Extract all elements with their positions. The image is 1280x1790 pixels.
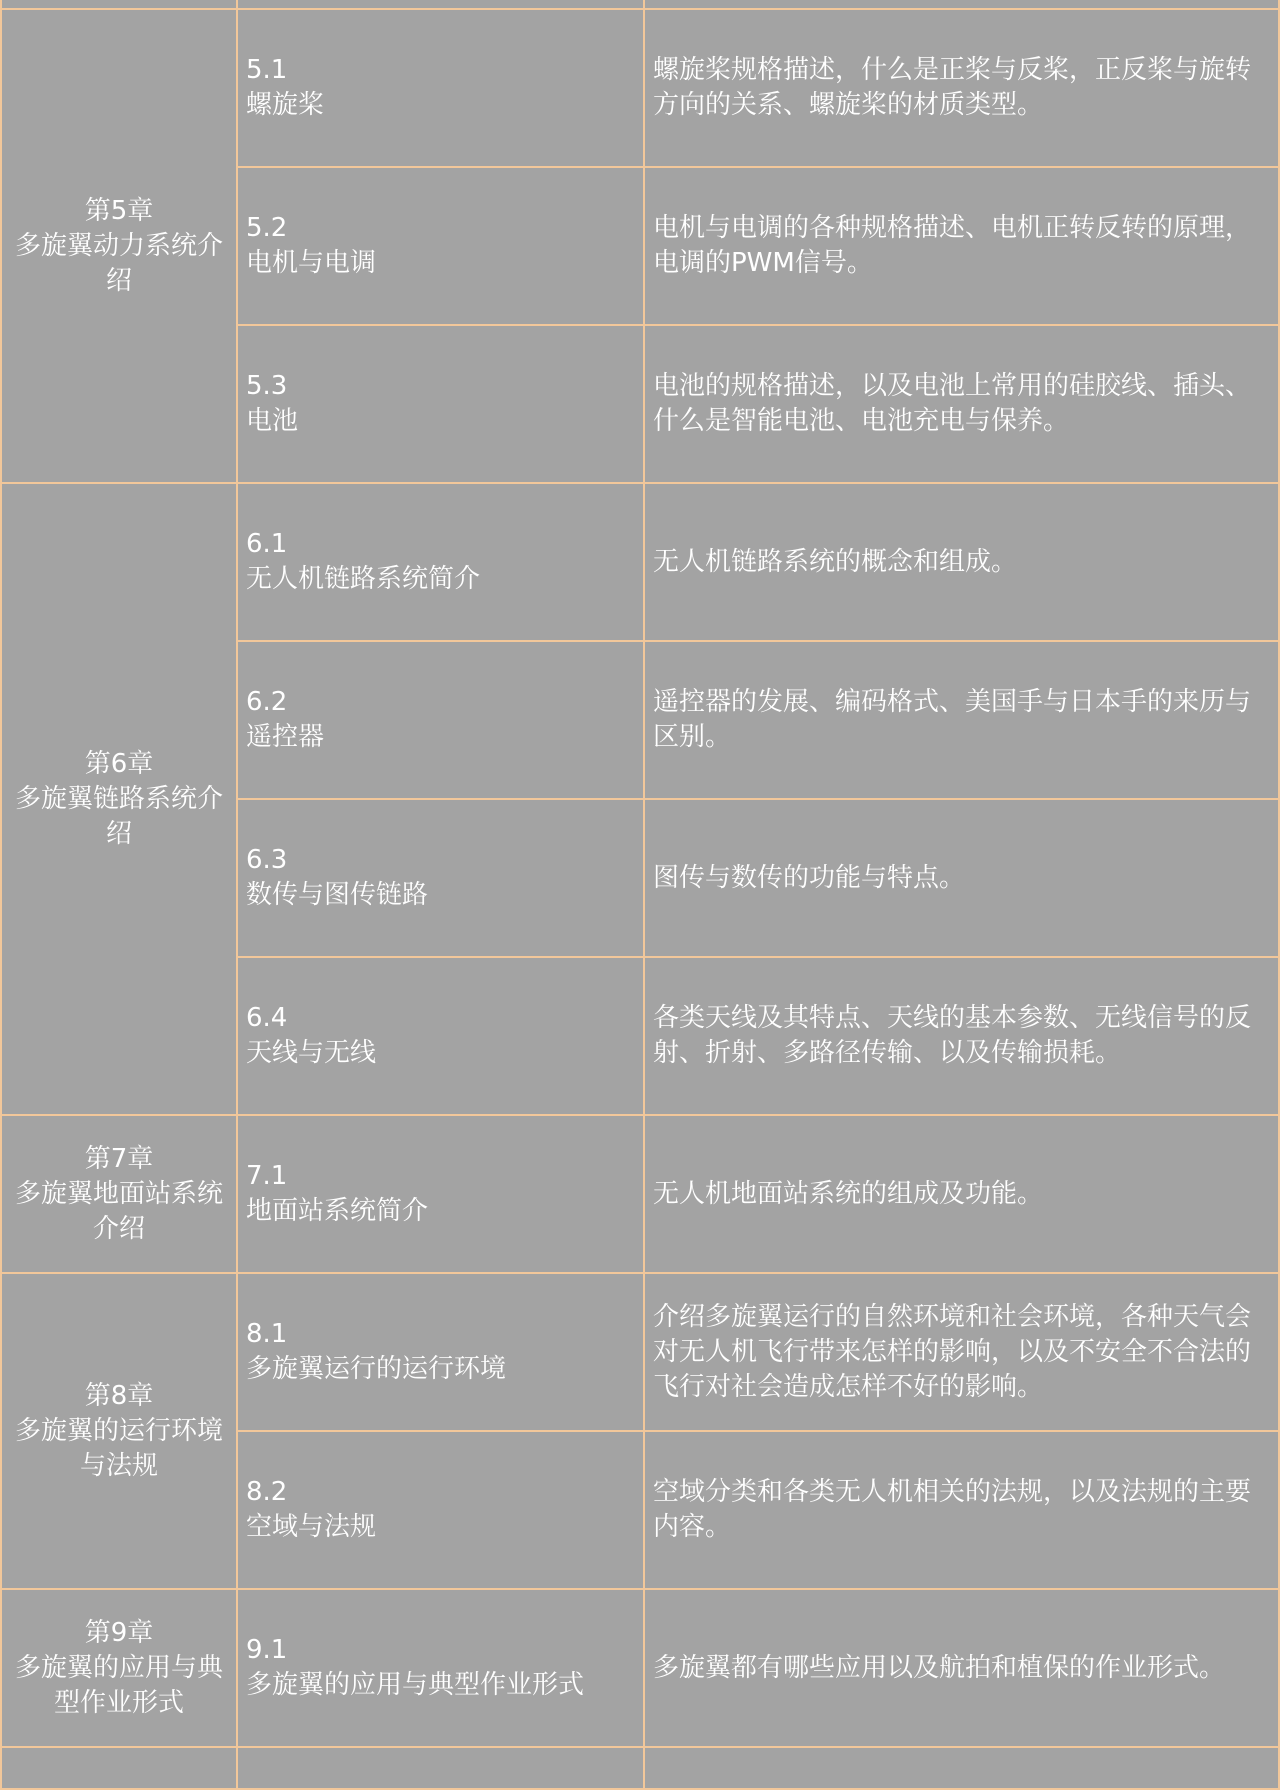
section-title: 多旋翼运行的运行环境	[246, 1354, 507, 1384]
table-row-partial-top	[1, 0, 1279, 9]
table-row-partial-bottom	[1, 1747, 1279, 1789]
chapter-cell	[1, 9, 237, 483]
section-number: 8.2	[246, 1477, 288, 1507]
section-number: 9.1	[246, 1635, 288, 1665]
section-number: 6.1	[246, 529, 288, 559]
section-number: 5.1	[246, 55, 288, 85]
chapter-title: 多旋翼的应用与典型作业形式	[14, 1652, 223, 1718]
section-number: 6.2	[246, 687, 288, 717]
section-cell	[237, 483, 644, 641]
section-description: 无人机链路系统的概念和组成。	[644, 483, 1279, 641]
section-title: 遥控器	[246, 722, 325, 752]
section-number: 6.3	[246, 845, 288, 875]
section-cell	[237, 1589, 644, 1747]
section-title: 多旋翼的应用与典型作业形式	[246, 1670, 585, 1700]
chapter-title: 多旋翼地面站系统介绍	[14, 1178, 223, 1244]
section-number: 5.3	[246, 371, 288, 401]
table-row	[1, 1589, 1279, 1747]
section-title: 数传与图传链路	[246, 880, 429, 910]
section-title: 螺旋桨	[246, 90, 325, 120]
section-number: 5.2	[246, 213, 288, 243]
section-cell	[237, 1431, 644, 1589]
section-title: 无人机链路系统简介	[246, 564, 481, 594]
cell-empty	[237, 0, 644, 9]
cell-empty	[1, 1747, 237, 1789]
section-number: 8.1	[246, 1319, 288, 1349]
chapter-number: 第6章	[84, 748, 154, 779]
section-title: 空域与法规	[246, 1512, 377, 1542]
cell-empty	[644, 1747, 1279, 1789]
section-title: 地面站系统简介	[246, 1196, 429, 1226]
chapter-number: 第7章	[84, 1143, 154, 1174]
section-description: 空域分类和各类无人机相关的法规，以及法规的主要内容。	[644, 1431, 1279, 1589]
chapter-cell	[1, 1589, 237, 1747]
chapter-title: 多旋翼链路系统介绍	[14, 783, 223, 849]
section-description: 遥控器的发展、编码格式、美国手与日本手的来历与区别。	[644, 641, 1279, 799]
section-number: 7.1	[246, 1161, 288, 1191]
cell-empty	[1, 0, 237, 9]
section-description: 电池的规格描述，以及电池上常用的硅胶线、插头、什么是智能电池、电池充电与保养。	[644, 325, 1279, 483]
section-cell	[237, 1115, 644, 1273]
table-row	[1, 1115, 1279, 1273]
section-description: 各类天线及其特点、天线的基本参数、无线信号的反射、折射、多路径传输、以及传输损耗。	[644, 957, 1279, 1115]
table-row	[1, 9, 1279, 167]
section-title: 电机与电调	[246, 248, 377, 278]
chapter-number: 第8章	[84, 1380, 154, 1411]
chapter-number: 第5章	[84, 195, 154, 226]
section-cell	[237, 799, 644, 957]
chapter-cell	[1, 1273, 237, 1589]
table-row	[1, 483, 1279, 641]
cell-empty	[644, 0, 1279, 9]
section-cell	[237, 167, 644, 325]
chapter-title: 多旋翼动力系统介绍	[14, 230, 223, 296]
cell-empty	[237, 1747, 644, 1789]
section-number: 6.4	[246, 1003, 288, 1033]
section-description: 多旋翼都有哪些应用以及航拍和植保的作业形式。	[644, 1589, 1279, 1747]
section-description: 螺旋桨规格描述，什么是正桨与反桨，正反桨与旋转方向的关系、螺旋桨的材质类型。	[644, 9, 1279, 167]
section-cell	[237, 325, 644, 483]
section-description: 无人机地面站系统的组成及功能。	[644, 1115, 1279, 1273]
table-row	[1, 1273, 1279, 1431]
section-cell	[237, 1273, 644, 1431]
section-cell	[237, 9, 644, 167]
chapter-title: 多旋翼的运行环境与法规	[14, 1415, 223, 1481]
section-cell	[237, 957, 644, 1115]
chapter-number: 第9章	[84, 1617, 154, 1648]
section-title: 电池	[246, 406, 299, 436]
chapter-cell	[1, 1115, 237, 1273]
section-description: 介绍多旋翼运行的自然环境和社会环境，各种天气会对无人机飞行带来怎样的影响，以及不安全不合法的飞行对社会造成怎样不好的影响。	[644, 1273, 1279, 1431]
section-description: 电机与电调的各种规格描述、电机正转反转的原理，电调的PWM信号。	[644, 167, 1279, 325]
section-description: 图传与数传的功能与特点。	[644, 799, 1279, 957]
chapter-cell	[1, 483, 237, 1115]
section-title: 天线与无线	[246, 1038, 377, 1068]
section-cell	[237, 641, 644, 799]
